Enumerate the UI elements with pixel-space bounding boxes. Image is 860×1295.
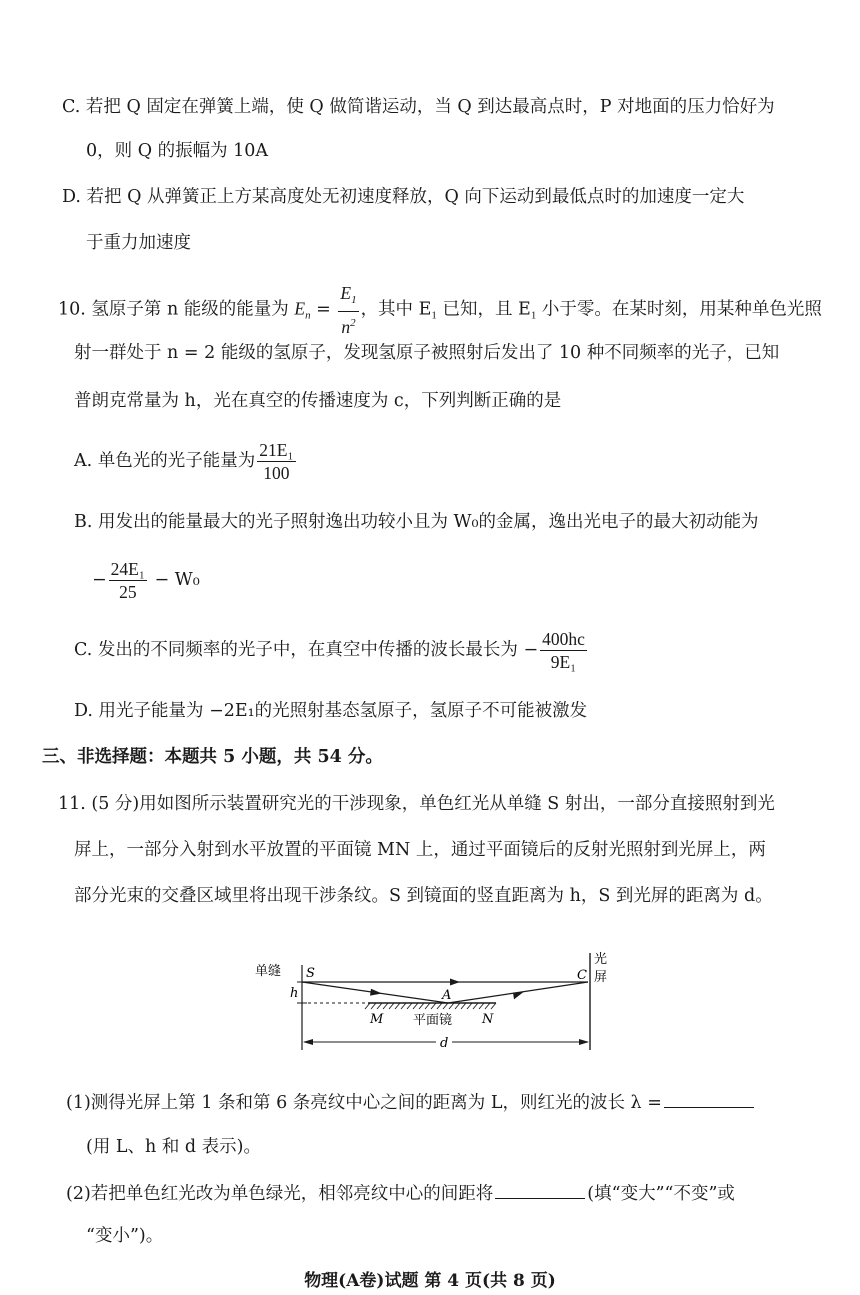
q10-option-a-denominator: 100 <box>263 463 290 483</box>
q10-option-b-fraction <box>109 558 147 603</box>
interference-diagram <box>250 945 620 1060</box>
q10-option-c-numerator: 400hc <box>542 629 585 649</box>
fig-label-S: S <box>306 966 315 981</box>
q10-line1-d: 小于零。在某时刻，用某种单色光照 <box>536 299 822 320</box>
fig-label-d: d <box>440 1036 449 1051</box>
q11-part2-line1 <box>66 1180 735 1206</box>
q11-line1: 11. (5 分)用如图所示装置研究光的干涉现象，单色红光从单缝 S 射出，一部分直接照射到光 <box>58 794 775 814</box>
q10-line2: 射一群处于 n = 2 能级的氢原子，发现氢原子被照射后发出了 10 种不同频率的光子，已知 <box>74 343 780 363</box>
mirror-hatching <box>365 1003 496 1009</box>
energy-formula: $\frac{E_1}{n^2}$ <box>340 283 357 337</box>
section-heading: 三、非选择题：本题共 5 小题，共 54 分。 <box>42 747 383 767</box>
fig-label-mirror: 平面镜 <box>413 1013 453 1028</box>
answer-blank-spacing[interactable] <box>495 1180 585 1199</box>
q9-option-c-line1: C. 若把 Q 固定在弹簧上端，使 Q 做简谐运动，当 Q 到达最高点时，P 对地面的压力恰好为 <box>62 97 775 117</box>
q10-option-a-numerator: 21E₁ <box>259 440 294 460</box>
q10-option-d: D. 用光子能量为 −2E₁的光照射基态氢原子，氢原子不可能被激发 <box>74 701 588 721</box>
incident-ray-arrow <box>370 989 382 996</box>
answer-blank-wavelength[interactable] <box>664 1089 754 1108</box>
q10-option-b-line2: − $\frac{\text{24E₁}}{25}$ − W₀ <box>92 559 200 602</box>
reflected-ray-arrow <box>513 992 524 1000</box>
q11-part2-text-a: (2)若把单色红光改为单色绿光，相邻亮纹中心的间距将 <box>66 1184 494 1204</box>
direct-ray-arrow <box>450 979 460 986</box>
q11-part1-line2: (用 L、h 和 d 表示)。 <box>86 1137 261 1157</box>
q11-line2: 屏上，一部分入射到水平放置的平面镜 MN 上，通过平面镜后的反射光照射到光屏上，两 <box>74 840 766 860</box>
q10-option-c-fraction <box>540 628 587 673</box>
q10-option-a <box>74 438 298 484</box>
q10-option-b-numerator: 24E₁ <box>110 559 145 579</box>
fig-label-slit: 单缝 <box>255 964 282 979</box>
q11-line3: 部分光束的交叠区域里将出现干涉条纹。S 到镜面的竖直距离为 h，S 到光屏的距离为 d。 <box>74 886 773 906</box>
q10-option-b-tail: − W₀ <box>148 570 200 590</box>
q9-option-d-line2: 于重力加速度 <box>86 233 191 253</box>
q10-line1-a: 10. 氢原子第 n 能级的能量为 <box>58 299 295 320</box>
fig-label-h: h <box>290 986 299 1001</box>
q11-part2-text-b: (填“变大”“不变”或 <box>587 1184 735 1204</box>
q10-option-c-denominator: 9E₁ <box>550 652 577 672</box>
q10-option-a-text: A. 单色光的光子能量为 <box>74 451 256 471</box>
q10-line1-b: ，其中 E <box>360 299 432 320</box>
q11-part2-line2: “变小”)。 <box>86 1226 164 1246</box>
q10-line3: 普朗克常量为 h，光在真空的传播速度为 c，下列判断正确的是 <box>74 391 562 411</box>
q9-option-d-line1: D. 若把 Q 从弹簧正上方某高度处无初速度释放，Q 向下运动到最低点时的加速度一定大 <box>62 187 745 207</box>
q10-option-a-fraction <box>257 439 295 484</box>
fig-label-A: A <box>442 988 452 1003</box>
q10-option-b-denominator: 25 <box>119 582 137 602</box>
q10-line1-c: 已知，且 E <box>436 299 531 320</box>
fig-label-screen-2: 屏 <box>594 970 608 985</box>
q10-option-c <box>74 627 589 673</box>
fig-label-M: M <box>370 1012 384 1027</box>
page-footer: 物理(A卷)试题 第 4 页(共 8 页) <box>304 1271 556 1291</box>
q11-part1-text: (1)测得光屏上第 1 条和第 6 条亮纹中心之间的距离为 L，则红光的波长 λ = <box>66 1093 662 1113</box>
q10-line1: 10. 氢原子第 n 能级的能量为 $E_n$ = $\frac{E_1}{n^2}$ ，其中 $E_1$ 已知，且 $E_1$ 小于零。在某时刻，用某种单色光照 <box>58 283 822 337</box>
q10-option-b-line1: B. 用发出的能量最大的光子照射逸出功较小且为 W₀的金属，逸出光电子的最大初动能为 <box>74 512 759 532</box>
q11-part1-line1 <box>66 1089 756 1115</box>
q9-option-c-line2: 0，则 Q 的振幅为 10A <box>86 141 269 161</box>
q10-option-c-text: C. 发出的不同频率的光子中，在真空中传播的波长最长为 − <box>74 640 539 660</box>
fig-label-N: N <box>482 1012 494 1027</box>
fig-label-C: C <box>577 968 587 983</box>
fig-label-screen-1: 光 <box>594 952 608 967</box>
